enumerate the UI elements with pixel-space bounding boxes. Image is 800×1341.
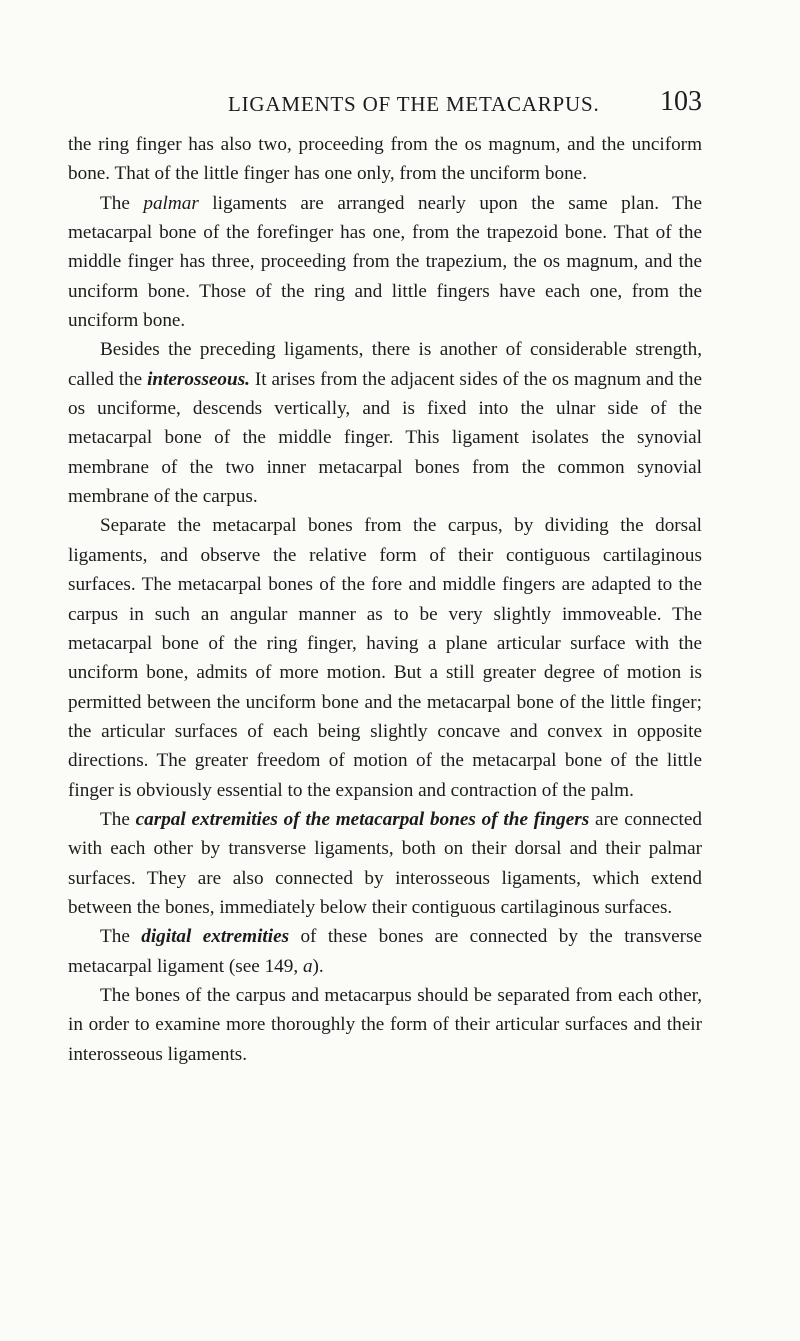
paragraph-3-post: It arises from the adjacent sides of the os magnum and the os unciforme, descends vertically, and is fixed into the ulnar side of the metacarpal bone of the middle finger. This ligament isolates the synovial membrane of the two inner metacarpal bones from the common synovial membrane of the carpus.	[68, 368, 703, 508]
running-title: LIGAMENTS OF THE METACARPUS.	[228, 92, 600, 116]
paragraph-5-pre: The	[100, 808, 136, 830]
paragraph-final: The bones of the carpus and metacarpus should be separated from each other, in order to examine more thoroughly the form of their articular surfaces and their interosseous ligaments.	[68, 984, 702, 1065]
paragraph-carpal-extremities	[68, 805, 702, 922]
paragraph-palmar-ligaments	[68, 189, 702, 336]
term-palmar: palmar	[143, 192, 199, 214]
paragraph-3-pre: Besides the preceding ligaments, there is another of considerable strength, called the	[68, 339, 702, 390]
paragraph-6-mid: of these bones are connected by the transverse metacarpal ligament (see 149,	[68, 926, 702, 977]
term-digital-extremities: digital extremities	[141, 926, 290, 948]
page-number: 103	[660, 86, 702, 117]
paragraph-6-pre: The	[100, 926, 142, 948]
paragraph-separation: Separate the metacarpal bones from the carpus, by dividing the dorsal ligaments, and observe the relative form of their contiguous cartilaginous surfaces. The metacarpal bones of the fore and middle fingers are adapted to the carpus in such an angular manner as to be very slightly immoveable. The metacarpal bone of the ring finger, having a plane articular surface with the unciform bone, admits of more motion. But a still greater degree of motion is permitted between the unciform bone and the metacarpal bone of the little finger; the articular surfaces of each being slightly concave and convex in opposite directions. The greater freedom of motion of the metacarpal bone of the little finger is obviously essential to the expansion and contraction of the palm.	[68, 515, 702, 801]
term-carpal-extremities: carpal extremities of the metacarpal bones of the fingers	[135, 808, 590, 830]
term-interosseous: interosseous.	[147, 368, 250, 390]
paragraph-2-pre: The	[100, 192, 144, 214]
body-text	[68, 130, 702, 1069]
paragraph-interosseous-ligament	[68, 335, 702, 511]
paragraph-1: the ring finger has also two, proceeding from the os magnum, and the unciform bone. That of the little finger has one only, from the unciform bone.	[68, 134, 702, 185]
paragraph-digital-extremities	[68, 922, 702, 981]
paragraph-5-post: are connected with each other by transverse ligaments, both on their dorsal and their palmar surfaces. They are also connected by interosseous ligaments, which extend between the bones, immediately below their contiguous cartilaginous surfaces.	[68, 808, 702, 918]
paragraph-6-post: ).	[312, 955, 324, 977]
running-head	[228, 86, 702, 122]
reference-letter: a	[302, 955, 313, 977]
paragraph-2-post: ligaments are arranged nearly upon the same plan. The metacarpal bone of the forefinger has one, from the trapezoid bone. That of the middle finger has three, proceeding from the trapezium, the os magnum, and the unciform bone. Those of the ring and little fingers have each one, from the unciform bone.	[68, 192, 702, 332]
